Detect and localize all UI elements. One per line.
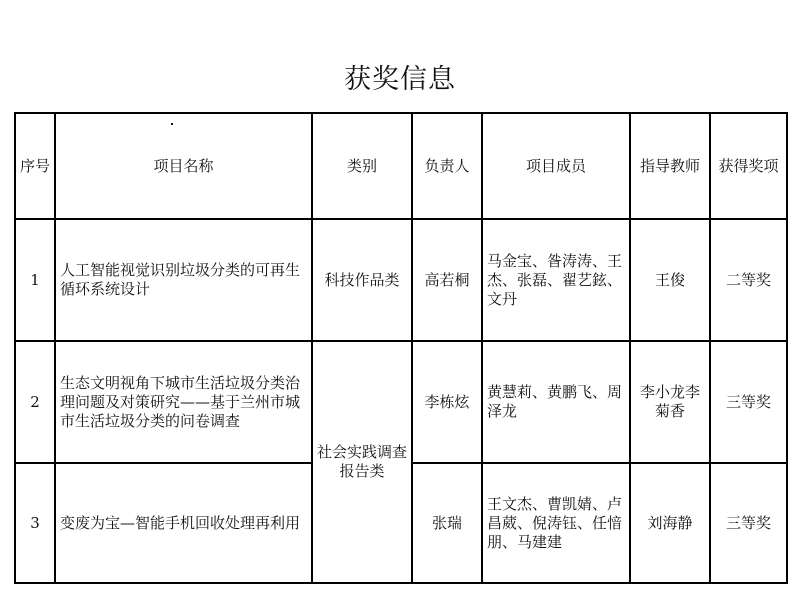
row-category: 科技作品类 <box>312 219 412 341</box>
row-project-name: 变废为宝—智能手机回收处理再利用 <box>55 463 312 583</box>
table-header-row <box>15 113 787 219</box>
row-project-name: 生态文明视角下城市生活垃圾分类治理问题及对策研究——基于兰州市城市生活垃圾分类的问卷调查 <box>55 341 312 463</box>
row-advisor: 王俊 <box>630 219 710 341</box>
row-advisor: 刘海静 <box>630 463 710 583</box>
header-award: 获得奖项 <box>710 113 787 219</box>
row-leader: 李栋炫 <box>412 341 482 463</box>
table-row <box>15 219 787 341</box>
header-project-name: 项目名称 <box>55 113 312 219</box>
row-members: 王文杰、曹凯婧、卢昌葳、倪涛钰、任愔朋、马建建 <box>482 463 630 583</box>
row-award: 三等奖 <box>710 463 787 583</box>
header-members: 项目成员 <box>482 113 630 219</box>
header-category: 类别 <box>312 113 412 219</box>
row-category: 社会实践调查报告类 <box>312 341 412 583</box>
table-row <box>15 341 787 463</box>
row-members: 马金宝、昝涛涛、王杰、张磊、翟艺鉉、文丹 <box>482 219 630 341</box>
header-seq: 序号 <box>15 113 55 219</box>
row-seq: 3 <box>15 463 55 583</box>
row-award: 二等奖 <box>710 219 787 341</box>
row-project-name: 人工智能视觉识别垃圾分类的可再生循环系统设计 <box>55 219 312 341</box>
header-advisor: 指导教师 <box>630 113 710 219</box>
row-advisor: 李小龙李菊香 <box>630 341 710 463</box>
page-title: 获奖信息 <box>344 64 456 95</box>
row-leader: 高若桐 <box>412 219 482 341</box>
header-leader: 负责人 <box>412 113 482 219</box>
row-seq: 1 <box>15 219 55 341</box>
row-seq: 2 <box>15 341 55 463</box>
awards-table <box>14 112 788 584</box>
row-members: 黄慧莉、黄鹏飞、周泽龙 <box>482 341 630 463</box>
row-award: 三等奖 <box>710 341 787 463</box>
row-leader: 张瑞 <box>412 463 482 583</box>
